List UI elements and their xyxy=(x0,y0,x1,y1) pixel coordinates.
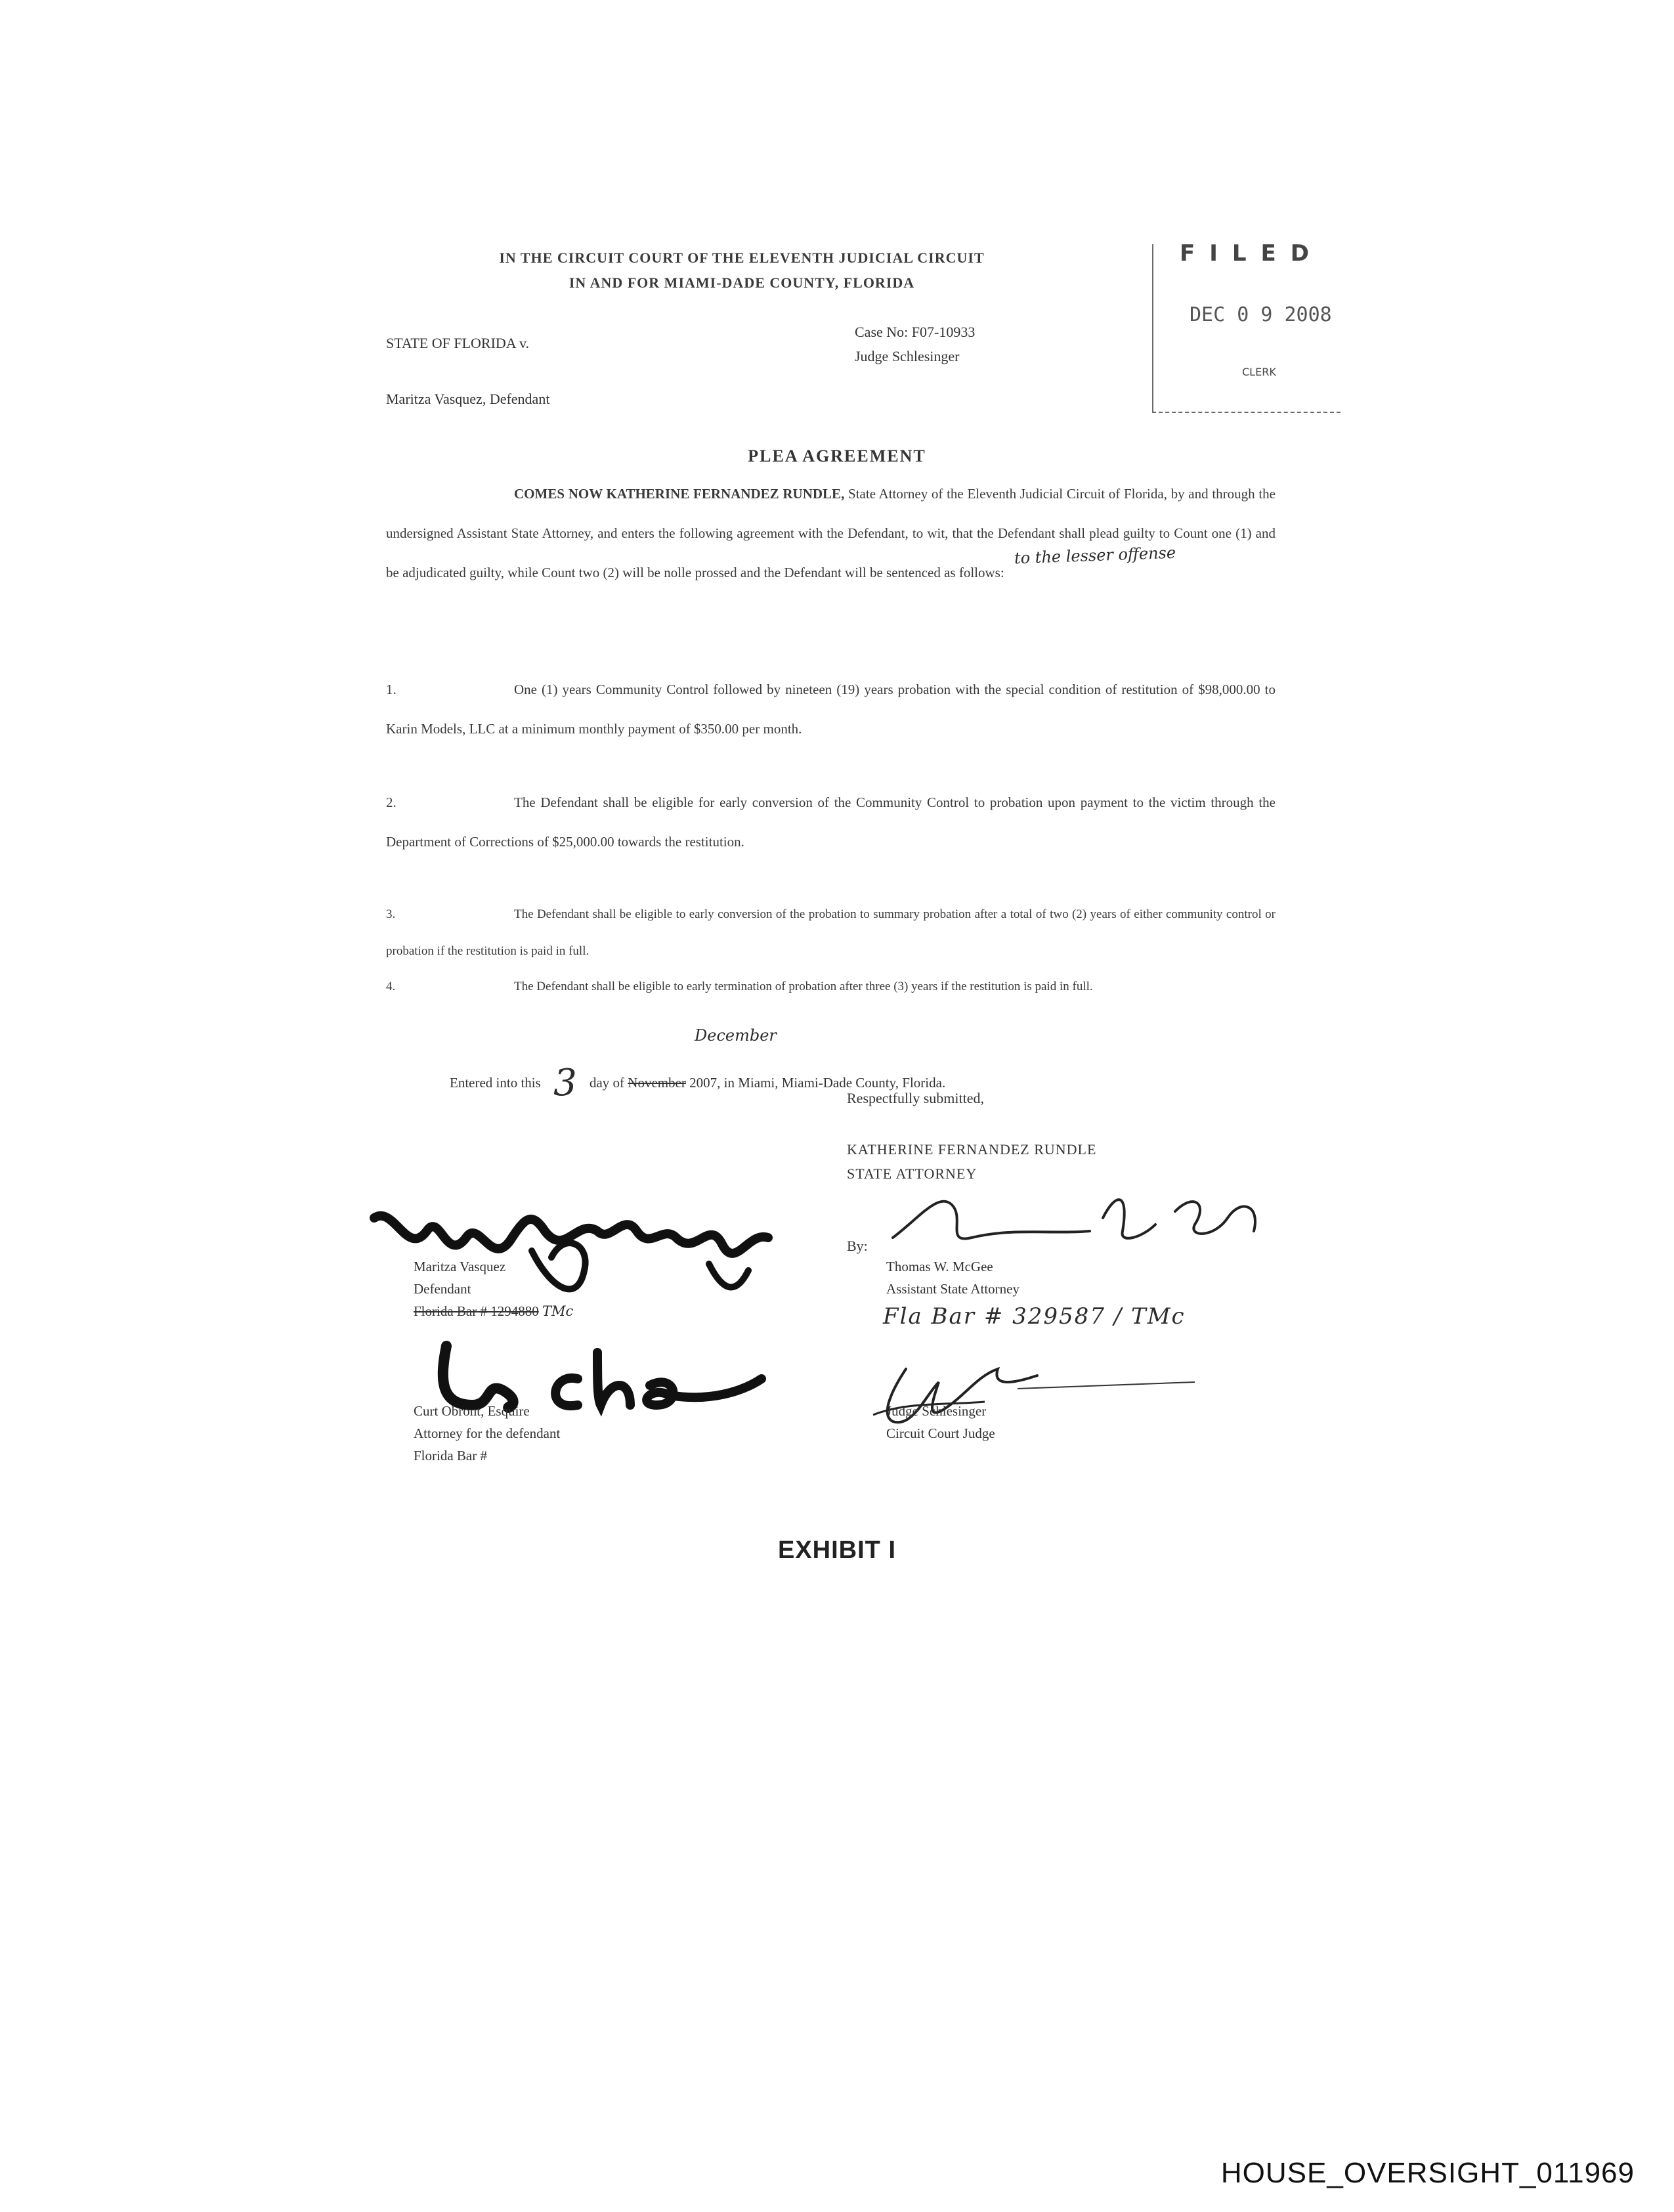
intro-text: State Attorney of the Eleventh Judicial Circuit of Florida, by and through the undersigned Assistant State Attorney, and enters the following agreement with the Defendant, to wit, that the Defendant shall plead guilty to Count one (1) and be adjudicated guilty, while Count two (2) will be nolle prossed and the Defendant will be sentenced as follows: xyxy=(386,486,1276,580)
term-4 xyxy=(386,968,1276,1005)
term-4-text: The Defendant shall be eligible to early termination of probation after three (3) years if the restitution is paid in full. xyxy=(514,980,1093,993)
defendant-sig-block xyxy=(414,1255,573,1322)
court-caption-line-2: IN AND FOR MIAMI-DADE COUNTY, FLORIDA xyxy=(569,274,915,291)
case-number: Case No: F07-10933 xyxy=(855,324,976,340)
signer-name: KATHERINE FERNANDEZ RUNDLE xyxy=(847,1141,1097,1158)
judge-line: Judge Schlesinger xyxy=(855,348,960,364)
month-struck: November xyxy=(628,1075,686,1091)
defendant-role: Defendant xyxy=(414,1281,471,1297)
defense-sig-block xyxy=(414,1400,560,1467)
defense-role: Attorney for the defendant xyxy=(414,1425,561,1441)
exhibit-label: EXHIBIT I xyxy=(777,1536,897,1564)
defense-bar: Florida Bar # xyxy=(414,1448,487,1464)
defendant-bar-line: Florida Bar # 1294880 xyxy=(414,1303,539,1319)
defendant-name: Maritza Vasquez xyxy=(414,1259,506,1274)
by-label: By: xyxy=(847,1238,868,1254)
stamp-date: DEC 0 9 2008 xyxy=(1190,303,1332,326)
term-3-number: 3. xyxy=(386,907,396,921)
asa-name: Thomas W. McGee xyxy=(886,1259,993,1274)
judge-name: Judge Schlesinger xyxy=(886,1403,987,1419)
term-4-number: 4. xyxy=(386,980,396,993)
defendant-hand-note: TMc xyxy=(542,1303,574,1319)
intro-lead: COMES NOW KATHERINE FERNANDEZ RUNDLE, xyxy=(514,486,845,502)
judge-sig-block xyxy=(886,1400,995,1444)
asa-signature xyxy=(880,1165,1300,1264)
term-2 xyxy=(386,783,1276,861)
defendant-line: Maritza Vasquez, Defendant xyxy=(386,391,550,407)
respectfully-submitted: Respectfully submitted, xyxy=(847,1090,984,1106)
entered-line: Entered into this 3 day of November 2007, in Miami, Miami-Dade County, Florida. xyxy=(450,1062,946,1104)
court-caption-line-1: IN THE CIRCUIT COURT OF THE ELEVENTH JUDICIAL CIRCUIT xyxy=(499,249,985,266)
signer-title: STATE ATTORNEY xyxy=(847,1165,977,1182)
bates-footer-id: HOUSE_OVERSIGHT_011969 xyxy=(1220,2157,1635,2189)
term-2-number: 2. xyxy=(386,794,397,810)
entered-day: 3 xyxy=(553,1062,577,1104)
term-3 xyxy=(386,896,1276,970)
term-1-number: 1. xyxy=(386,682,397,697)
term-1-text: One (1) years Community Control followed by nineteen (19) years probation with the special condition of restitution of $98,000.00 to Karin Models, LLC at a minimum monthly payment of $350.00 per month. xyxy=(386,682,1276,737)
handwritten-insert: to the lesser offense xyxy=(1014,543,1176,568)
filed-stamp xyxy=(1152,240,1341,413)
document-title: PLEA AGREEMENT xyxy=(748,446,926,466)
asa-hand-bar: Fla Bar # 329587 / TMc xyxy=(883,1303,1186,1330)
term-2-text: The Defendant shall be eligible for early conversion of the Community Control to probation upon payment to the victim through the Department of Corrections of $25,000.00 towards the restitution. xyxy=(386,794,1276,850)
intro-paragraph xyxy=(386,474,1276,592)
term-3-text: The Defendant shall be eligible to early conversion of the probation to summary probation after a total of two (2) years of either community control or probation if the restitution is paid in full. xyxy=(386,907,1276,958)
state-line: STATE OF FLORIDA v. xyxy=(386,335,530,351)
term-1 xyxy=(386,670,1276,748)
asa-sig-block xyxy=(886,1255,1019,1300)
month-handwritten: December xyxy=(695,1026,777,1045)
stamp-filed-text: FILED xyxy=(1180,240,1323,267)
judge-role: Circuit Court Judge xyxy=(886,1425,995,1441)
stamp-clerk: CLERK xyxy=(1242,366,1276,378)
asa-role: Assistant State Attorney xyxy=(886,1281,1019,1297)
defense-name: Curt Obront, Esquire xyxy=(414,1403,530,1419)
